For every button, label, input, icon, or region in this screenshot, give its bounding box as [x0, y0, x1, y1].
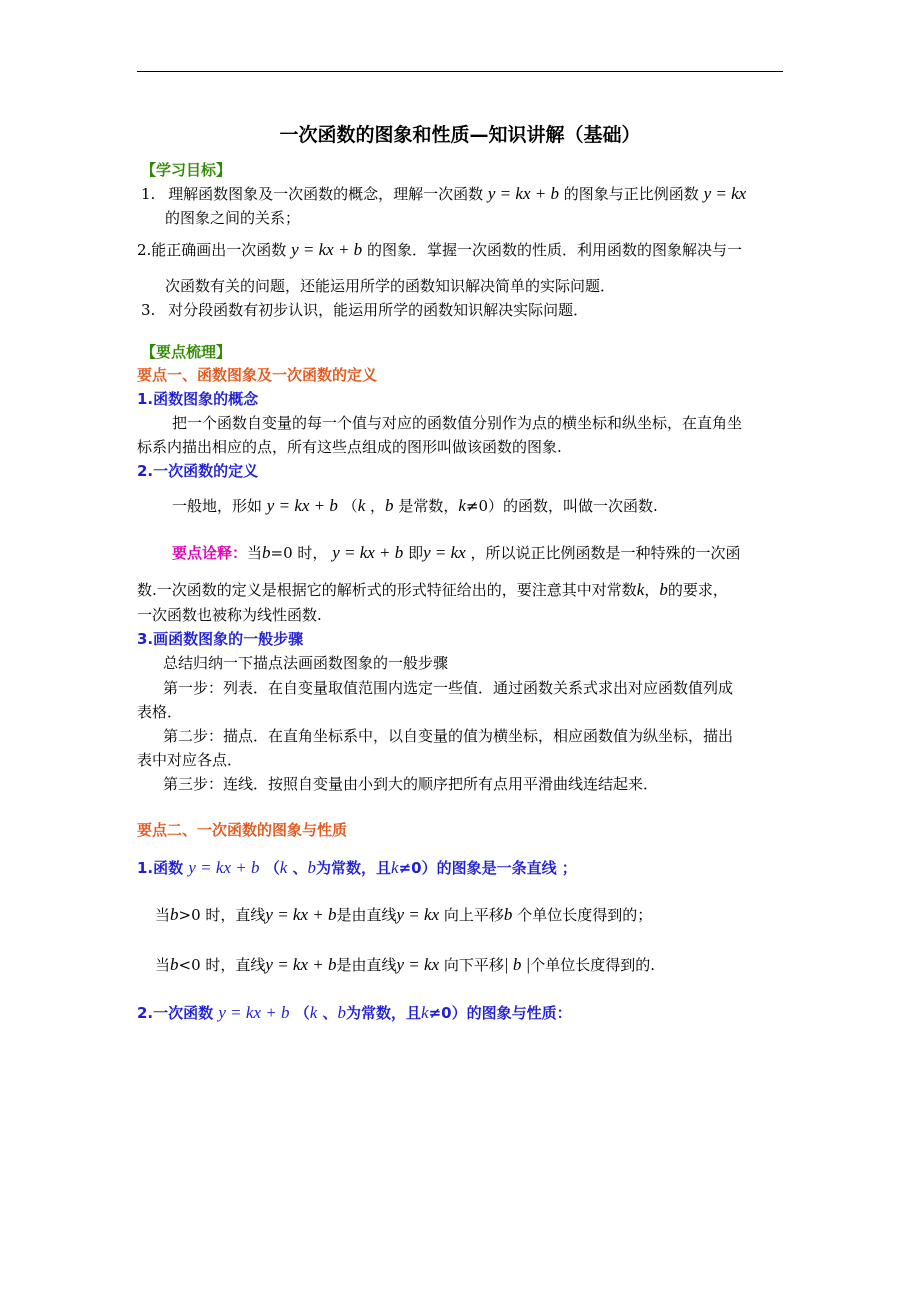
var-b: b: [659, 580, 668, 599]
equation-proportional: y = kx: [396, 955, 440, 974]
note-line-3: 一次函数也被称为线性函数.: [137, 606, 322, 624]
objective-3-text: 对分段函数有初步认识，能运用所学的函数知识解决实际问题．: [168, 301, 589, 319]
note-text-e: ，所以说正比例函数是一种特殊的一次函: [470, 544, 741, 562]
equation-linear: y = kx + b: [265, 905, 337, 924]
objective-1-text-a: 理解函数图象及一次函数的概念，理解一次函数: [168, 185, 484, 203]
pos-text-e: 向上平移: [443, 906, 504, 924]
positive-b-line: [155, 905, 652, 925]
s2-1-text-c: 、: [292, 859, 308, 877]
note-text-d: 即: [408, 544, 424, 562]
objective-2-line-1: [137, 240, 742, 260]
var-b: b: [337, 1003, 347, 1022]
equation-proportional: y = kx: [423, 543, 466, 562]
note-line-2: [137, 580, 728, 600]
objective-3-number: 3.: [141, 301, 156, 319]
objective-2-line-2: 次函数有关的问题，还能运用所学的函数知识解决简单的实际问题．: [165, 277, 616, 295]
steps-intro: 总结归纳一下描点法画函数图象的一般步骤: [163, 654, 449, 672]
equation-linear: y = kx + b: [218, 1003, 290, 1022]
var-b: b: [170, 905, 179, 924]
s2-1-text-d: 为常数，且: [316, 859, 392, 877]
var-b: b: [262, 543, 271, 562]
objective-3: [141, 300, 588, 320]
step-2-line-1: 第二步：描点．在直角坐标系中，以自变量的值为横坐标，相应函数值为纵坐标，描出: [163, 727, 734, 745]
definition-text-d: 是常数，: [398, 497, 459, 515]
definition-text-e: ≠0）的函数，叫做一次函数.: [465, 497, 658, 515]
equation-linear: y = kx + b: [188, 858, 260, 877]
subsection-1-1-para-2: 标系内描出相应的点，所有这些点组成的图形叫做该函数的图象.: [137, 438, 562, 456]
step-1-line-2: 表格．: [137, 703, 183, 721]
var-b: b: [385, 496, 394, 515]
note-text-h: 的要求，: [667, 581, 728, 599]
definition-text-a: 一般地，形如: [172, 497, 263, 515]
s2-1-text-b: （: [264, 859, 280, 877]
step-2-line-2: 表中对应各点．: [137, 751, 243, 769]
s2-2-text-d: 为常数，且: [346, 1004, 422, 1022]
pos-text-f: 个单位长度得到的；: [517, 906, 653, 924]
note-text-g: ，: [644, 581, 660, 599]
objectives-heading: 【学习目标】: [141, 161, 232, 179]
definition-text-c: ，: [370, 497, 386, 515]
note-label: 要点诠释：: [172, 544, 248, 562]
step-3: 第三步：连线．按照自变量由小到大的顺序把所有点用平滑曲线连结起来．: [163, 775, 659, 793]
equation-proportional: y = kx: [396, 905, 440, 924]
pos-text-d: 是由直线: [336, 906, 397, 924]
var-k: k: [636, 580, 645, 599]
equation-proportional: y = kx: [703, 184, 747, 203]
pos-text-a: 当: [155, 906, 171, 924]
objective-1-number: 1.: [141, 185, 156, 203]
subsection-2-1-title: [137, 858, 577, 878]
section-1-title: 要点一、函数图象及一次函数的定义: [137, 366, 378, 384]
negative-b-line: [155, 955, 655, 975]
objective-1-text-b: 的图象与正比例函数: [563, 185, 699, 203]
neg-text-c: <0 时，直线: [178, 956, 266, 974]
section-2-title: 要点二、一次函数的图象与性质: [137, 821, 348, 839]
subsection-2-2-title: [137, 1003, 572, 1023]
neg-text-a: 当: [155, 956, 171, 974]
neg-text-f: 个单位长度得到的.: [530, 956, 656, 974]
var-b: b: [503, 905, 513, 924]
var-k: k: [458, 496, 466, 515]
neg-text-d: 是由直线: [336, 956, 397, 974]
var-b: b: [307, 858, 317, 877]
var-k: k: [391, 858, 399, 877]
s2-2-text-a: 2.一次函数: [137, 1004, 214, 1022]
header-rule: [137, 71, 783, 72]
var-b: b: [170, 955, 179, 974]
s2-2-text-c: 、: [322, 1004, 338, 1022]
subsection-1-1-para-1: 把一个函数自变量的每一个值与对应的函数值分别作为点的横坐标和纵坐标，在直角坐: [172, 414, 743, 432]
var-k: k: [421, 1003, 429, 1022]
note-text-f: 数.一次函数的定义是根据它的解析式的形式特征给出的，要注意其中对常数: [137, 581, 637, 599]
var-k: k: [279, 858, 288, 877]
subsection-1-1-title: 1.函数图象的概念: [137, 390, 259, 408]
objective-2-text-b: 的图象．掌握一次函数的性质．利用函数的图象解决与一: [366, 241, 742, 259]
note-text-a: 当: [247, 544, 263, 562]
equation-linear: y = kx + b: [291, 240, 363, 259]
pos-text-c: >0 时，直线: [178, 906, 266, 924]
objective-1-line-1: [141, 184, 746, 204]
equation-linear: y = kx + b: [266, 496, 338, 515]
var-k: k: [309, 1003, 318, 1022]
note-line-1: [172, 543, 741, 563]
subsection-1-2-title: 2.一次函数的定义: [137, 462, 259, 480]
note-text-c: =0 时，: [270, 544, 328, 562]
equation-linear: y = kx + b: [265, 955, 337, 974]
definition-line: [172, 496, 658, 516]
abs-b: | b |: [503, 955, 531, 974]
neg-text-e: 向下平移: [443, 956, 504, 974]
s2-1-text-a: 1.函数: [137, 859, 184, 877]
s2-2-text-b: （: [294, 1004, 310, 1022]
equation-linear: y = kx + b: [332, 543, 404, 562]
step-1-line-1: 第一步：列表．在自变量取值范围内选定一些值．通过函数关系式求出对应函数值列成: [163, 679, 734, 697]
objective-1-line-2: 的图象之间的关系；: [165, 209, 301, 227]
var-k: k: [357, 496, 366, 515]
definition-text-b: （: [342, 497, 358, 515]
keypoints-heading: 【要点梳理】: [141, 343, 232, 361]
equation-linear: y = kx + b: [487, 184, 559, 203]
objective-2-text-a: 2.能正确画出一次函数: [137, 241, 287, 259]
s2-2-text-e: ≠0）的图象与性质：: [428, 1004, 572, 1022]
s2-1-text-e: ≠0）的图象是一条直线 ；: [398, 859, 577, 877]
subsection-1-3-title: 3.画函数图象的一般步骤: [137, 630, 304, 648]
page-title: 一次函数的图象和性质—知识讲解（基础）: [279, 124, 641, 146]
